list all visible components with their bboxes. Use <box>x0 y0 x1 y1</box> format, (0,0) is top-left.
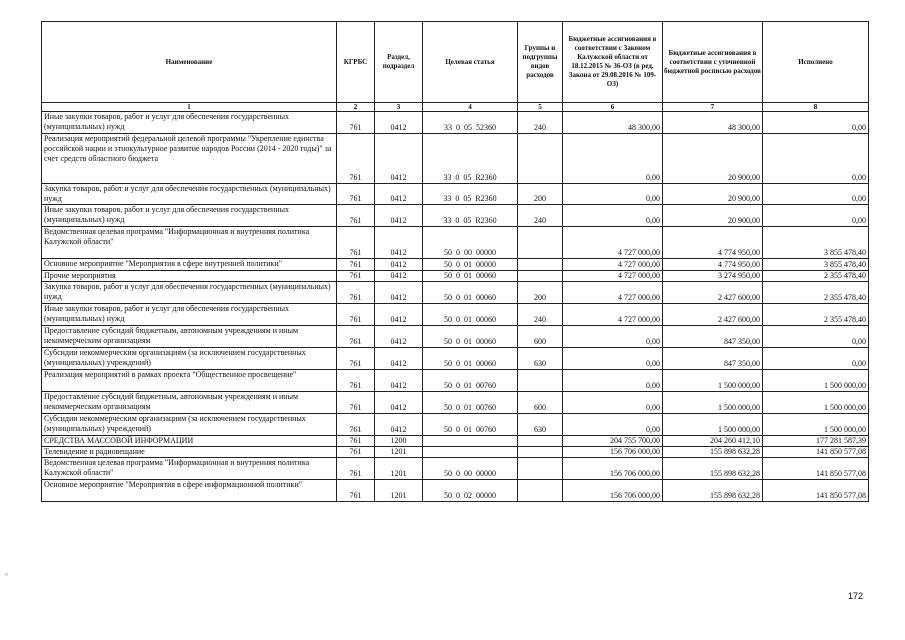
row-kgrbs-cell: 761 <box>337 436 375 447</box>
header-section: Раздел, подраздел <box>375 22 423 103</box>
row-section-cell: 0412 <box>375 304 423 326</box>
row-section-cell: 1200 <box>375 436 423 447</box>
row-refined-allocation-cell: 204 260 412,10 <box>663 436 763 447</box>
header-law-allocations: Бюджетные ассигнования в соответствии с Законом Калужской области от 18.12.2015 № 36-ОЗ (в ред. Закона от 29.08.2016 № 109-ОЗ) <box>563 22 663 103</box>
row-section-cell: 0412 <box>375 205 423 227</box>
row-name-cell: Предоставление субсидий бюджетным, автономным учреждениям и иным некоммерческим организациям <box>42 392 337 414</box>
row-executed-cell: 1 500 000,00 <box>763 392 869 414</box>
row-expense-group-cell <box>518 259 563 271</box>
row-executed-cell: 3 855 478,40 <box>763 227 869 259</box>
row-expense-group-cell: 240 <box>518 205 563 227</box>
row-expense-group-cell: 630 <box>518 348 563 370</box>
table-row <box>42 480 869 502</box>
column-number: 3 <box>375 103 423 112</box>
row-refined-allocation-cell: 1 500 000,00 <box>663 392 763 414</box>
row-section-cell: 0412 <box>375 271 423 282</box>
row-name-cell: Телевидение и радиовещание <box>42 447 337 458</box>
row-target-article-cell: 50 0 01 00060 <box>423 282 518 304</box>
row-expense-group-cell: 630 <box>518 414 563 436</box>
row-target-article-cell: 50 0 01 00000 <box>423 259 518 271</box>
header-executed: Исполнено <box>763 22 869 103</box>
row-section-cell: 0412 <box>375 259 423 271</box>
row-expense-group-cell <box>518 480 563 502</box>
row-law-allocation-cell: 0,00 <box>563 392 663 414</box>
row-section-cell: 0412 <box>375 184 423 205</box>
row-expense-group-cell <box>518 436 563 447</box>
header-row <box>42 22 869 103</box>
row-expense-group-cell: 600 <box>518 392 563 414</box>
row-refined-allocation-cell: 847 350,00 <box>663 326 763 348</box>
table-row <box>42 370 869 392</box>
row-kgrbs-cell: 761 <box>337 447 375 458</box>
row-refined-allocation-cell: 20 900,00 <box>663 134 763 184</box>
row-refined-allocation-cell: 48 300,00 <box>663 112 763 134</box>
column-number: 8 <box>763 103 869 112</box>
row-executed-cell: 1 500 000,00 <box>763 414 869 436</box>
row-section-cell: 1201 <box>375 458 423 480</box>
row-executed-cell: 2 355 478,40 <box>763 271 869 282</box>
table-row <box>42 458 869 480</box>
row-executed-cell: 2 355 478,40 <box>763 304 869 326</box>
row-law-allocation-cell: 0,00 <box>563 370 663 392</box>
row-section-cell: 0412 <box>375 227 423 259</box>
row-name-cell: Иные закупки товаров, работ и услуг для обеспечения государственных (муниципальных) нужд <box>42 304 337 326</box>
row-law-allocation-cell: 4 727 000,00 <box>563 227 663 259</box>
row-target-article-cell <box>423 447 518 458</box>
row-executed-cell: 141 850 577,08 <box>763 447 869 458</box>
column-number: 4 <box>423 103 518 112</box>
table-row <box>42 282 869 304</box>
row-name-cell: Субсидии некоммерческим организациям (за исключением государственных (муниципальных) учреждений) <box>42 348 337 370</box>
row-name-cell: Субсидии некоммерческим организациям (за исключением государственных (муниципальных) учреждений) <box>42 414 337 436</box>
row-section-cell: 0412 <box>375 282 423 304</box>
table-row <box>42 304 869 326</box>
page-number: 172 <box>847 591 863 601</box>
row-kgrbs-cell: 761 <box>337 227 375 259</box>
row-refined-allocation-cell: 155 898 632,28 <box>663 458 763 480</box>
row-kgrbs-cell: 761 <box>337 205 375 227</box>
row-refined-allocation-cell: 847 350,00 <box>663 348 763 370</box>
row-expense-group-cell <box>518 134 563 184</box>
row-law-allocation-cell: 0,00 <box>563 184 663 205</box>
row-kgrbs-cell: 761 <box>337 370 375 392</box>
table-body <box>42 112 869 502</box>
row-law-allocation-cell: 0,00 <box>563 414 663 436</box>
row-expense-group-cell: 240 <box>518 112 563 134</box>
row-target-article-cell: 50 0 00 00000 <box>423 227 518 259</box>
row-target-article-cell: 50 0 01 00760 <box>423 392 518 414</box>
row-expense-group-cell <box>518 447 563 458</box>
row-refined-allocation-cell: 155 898 632,28 <box>663 480 763 502</box>
row-expense-group-cell <box>518 458 563 480</box>
row-kgrbs-cell: 761 <box>337 184 375 205</box>
row-expense-group-cell <box>518 370 563 392</box>
row-law-allocation-cell: 0,00 <box>563 326 663 348</box>
table-row <box>42 392 869 414</box>
row-law-allocation-cell: 4 727 000,00 <box>563 282 663 304</box>
row-name-cell: Реализация мероприятий федеральной целевой программы "Укрепление единства российской нации и этнокультурное развитие народов России (2014 - 2020 годы)" за счет средств областного бюджета <box>42 134 337 184</box>
row-target-article-cell: 50 0 01 00060 <box>423 326 518 348</box>
budget-execution-table <box>41 21 869 502</box>
row-kgrbs-cell: 761 <box>337 326 375 348</box>
header-target-article: Целевая статья <box>423 22 518 103</box>
row-kgrbs-cell: 761 <box>337 282 375 304</box>
row-executed-cell: 0,00 <box>763 134 869 184</box>
row-expense-group-cell: 600 <box>518 326 563 348</box>
row-refined-allocation-cell: 1 500 000,00 <box>663 370 763 392</box>
row-kgrbs-cell: 761 <box>337 134 375 184</box>
row-law-allocation-cell: 204 755 700,00 <box>563 436 663 447</box>
row-target-article-cell: 50 0 01 00060 <box>423 348 518 370</box>
row-section-cell: 0412 <box>375 326 423 348</box>
column-number: 2 <box>337 103 375 112</box>
row-expense-group-cell: 200 <box>518 184 563 205</box>
row-name-cell: Иные закупки товаров, работ и услуг для обеспечения государственных (муниципальных) нужд <box>42 112 337 134</box>
row-expense-group-cell <box>518 227 563 259</box>
header-expense-groups: Группы и подгруппы видов расходов <box>518 22 563 103</box>
table-row <box>42 227 869 259</box>
row-target-article-cell: 33 0 05 52360 <box>423 112 518 134</box>
row-target-article-cell: 33 0 05 R2360 <box>423 205 518 227</box>
header-refined-allocations: Бюджетные ассигнования в соответствии с уточненной бюджетной росписью расходов <box>663 22 763 103</box>
column-number: 6 <box>563 103 663 112</box>
row-expense-group-cell: 240 <box>518 304 563 326</box>
table-row <box>42 436 869 447</box>
row-target-article-cell: 50 0 01 00760 <box>423 370 518 392</box>
row-name-cell: СРЕДСТВА МАССОВОЙ ИНФОРМАЦИИ <box>42 436 337 447</box>
row-refined-allocation-cell: 4 774 950,00 <box>663 259 763 271</box>
row-refined-allocation-cell: 2 427 600,00 <box>663 282 763 304</box>
row-target-article-cell: 50 0 01 00060 <box>423 304 518 326</box>
row-name-cell: Закупка товаров, работ и услуг для обеспечения государственных (муниципальных) нужд <box>42 184 337 205</box>
row-name-cell: Основное мероприятие "Мероприятия в сфере информационной политики" <box>42 480 337 502</box>
row-executed-cell: 2 355 478,40 <box>763 282 869 304</box>
row-executed-cell: 141 850 577,08 <box>763 480 869 502</box>
row-name-cell: Ведомственная целевая программа "Информационная и внутренняя политика Калужской области" <box>42 458 337 480</box>
row-kgrbs-cell: 761 <box>337 304 375 326</box>
row-refined-allocation-cell: 20 900,00 <box>663 205 763 227</box>
column-number: 7 <box>663 103 763 112</box>
row-target-article-cell: 50 0 01 00760 <box>423 414 518 436</box>
row-name-cell: Прочие мероприятия <box>42 271 337 282</box>
row-executed-cell: 3 855 478,40 <box>763 259 869 271</box>
table-row <box>42 134 869 184</box>
row-section-cell: 0412 <box>375 134 423 184</box>
row-kgrbs-cell: 761 <box>337 259 375 271</box>
header-kgrbs: КГРБС <box>337 22 375 103</box>
table-row <box>42 326 869 348</box>
table-row <box>42 259 869 271</box>
row-name-cell: Закупка товаров, работ и услуг для обеспечения государственных (муниципальных) нужд <box>42 282 337 304</box>
row-executed-cell: 1 500 000,00 <box>763 370 869 392</box>
row-kgrbs-cell: 761 <box>337 271 375 282</box>
row-executed-cell: 0,00 <box>763 112 869 134</box>
row-executed-cell: 0,00 <box>763 326 869 348</box>
row-kgrbs-cell: 761 <box>337 480 375 502</box>
row-name-cell: Иные закупки товаров, работ и услуг для обеспечения государственных (муниципальных) нужд <box>42 205 337 227</box>
row-executed-cell: 141 850 577,08 <box>763 458 869 480</box>
row-refined-allocation-cell: 4 774 950,00 <box>663 227 763 259</box>
row-kgrbs-cell: 761 <box>337 458 375 480</box>
table-row <box>42 348 869 370</box>
row-executed-cell: 177 281 587,39 <box>763 436 869 447</box>
row-executed-cell: 0,00 <box>763 184 869 205</box>
row-section-cell: 0412 <box>375 370 423 392</box>
row-law-allocation-cell: 0,00 <box>563 205 663 227</box>
row-section-cell: 0412 <box>375 392 423 414</box>
table-row <box>42 271 869 282</box>
row-name-cell: Предоставление субсидий бюджетным, автономным учреждениям и иным некоммерческим организациям <box>42 326 337 348</box>
row-name-cell: Основное мероприятие "Мероприятия в сфере внутренней политики" <box>42 259 337 271</box>
row-section-cell: 0412 <box>375 348 423 370</box>
row-kgrbs-cell: 761 <box>337 392 375 414</box>
row-law-allocation-cell: 0,00 <box>563 348 663 370</box>
row-law-allocation-cell: 4 727 000,00 <box>563 259 663 271</box>
row-expense-group-cell: 200 <box>518 282 563 304</box>
row-name-cell: Ведомственная целевая программа "Информационная и внутренняя политика Калужской области" <box>42 227 337 259</box>
row-target-article-cell: 50 0 01 00060 <box>423 271 518 282</box>
row-target-article-cell <box>423 436 518 447</box>
row-law-allocation-cell: 156 706 000,00 <box>563 447 663 458</box>
table-row <box>42 205 869 227</box>
row-refined-allocation-cell: 3 274 950,00 <box>663 271 763 282</box>
row-law-allocation-cell: 4 727 000,00 <box>563 271 663 282</box>
row-law-allocation-cell: 156 706 000,00 <box>563 458 663 480</box>
column-number: 5 <box>518 103 563 112</box>
row-expense-group-cell <box>518 271 563 282</box>
row-target-article-cell: 33 0 05 R2360 <box>423 184 518 205</box>
row-section-cell: 0412 <box>375 112 423 134</box>
row-refined-allocation-cell: 20 900,00 <box>663 184 763 205</box>
table-row <box>42 447 869 458</box>
row-kgrbs-cell: 761 <box>337 414 375 436</box>
row-kgrbs-cell: 761 <box>337 112 375 134</box>
column-number-row <box>42 103 869 112</box>
row-section-cell: 0412 <box>375 414 423 436</box>
margin-mark: ° <box>5 572 8 580</box>
row-law-allocation-cell: 0,00 <box>563 134 663 184</box>
row-target-article-cell: 50 0 02 00000 <box>423 480 518 502</box>
row-executed-cell: 0,00 <box>763 205 869 227</box>
row-law-allocation-cell: 4 727 000,00 <box>563 304 663 326</box>
row-section-cell: 1201 <box>375 447 423 458</box>
row-executed-cell: 0,00 <box>763 348 869 370</box>
column-number: 1 <box>42 103 337 112</box>
table-row <box>42 414 869 436</box>
row-target-article-cell: 33 0 05 R2360 <box>423 134 518 184</box>
row-law-allocation-cell: 156 706 000,00 <box>563 480 663 502</box>
row-kgrbs-cell: 761 <box>337 348 375 370</box>
row-refined-allocation-cell: 2 427 600,00 <box>663 304 763 326</box>
row-name-cell: Реализация мероприятий в рамках проекта "Общественное просвещение" <box>42 370 337 392</box>
row-section-cell: 1201 <box>375 480 423 502</box>
row-refined-allocation-cell: 1 500 000,00 <box>663 414 763 436</box>
header-name: Наименование <box>42 22 337 103</box>
row-target-article-cell: 50 0 00 00000 <box>423 458 518 480</box>
row-law-allocation-cell: 48 300,00 <box>563 112 663 134</box>
table-row <box>42 112 869 134</box>
row-refined-allocation-cell: 155 898 632,28 <box>663 447 763 458</box>
table-row <box>42 184 869 205</box>
